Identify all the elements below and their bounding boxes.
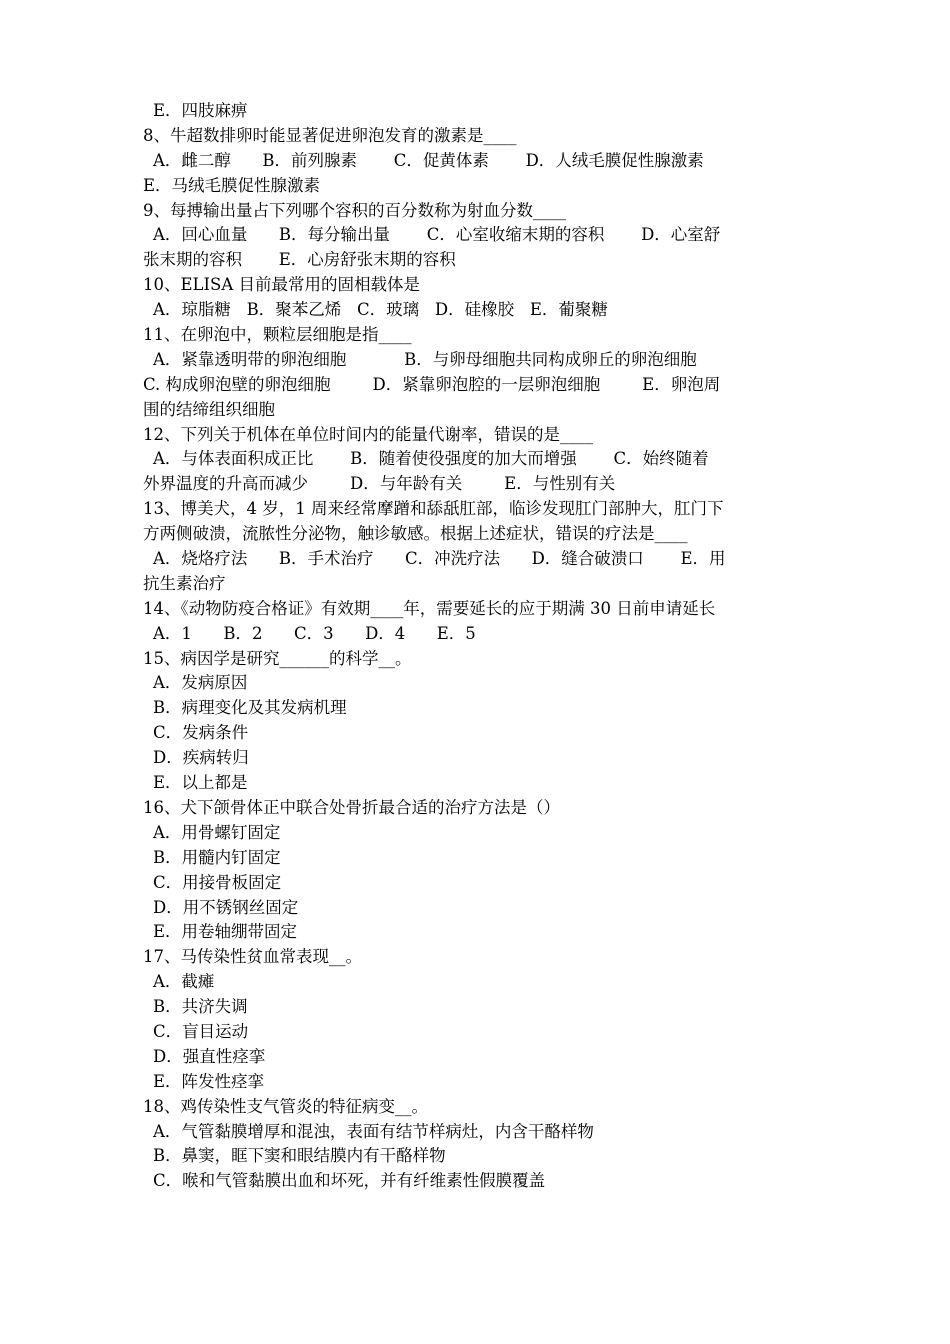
document-page (143, 99, 811, 1194)
text-line: E．马绒毛膜促性腺激素 (143, 175, 321, 195)
text-line: A．回心血量 B．每分输出量 C．心室收缩末期的容积 D．心室舒 (153, 225, 721, 245)
text-line: 13、博美犬，4 岁，1 周来经常摩蹭和舔舐肛部，临诊发现肛门部肿大，肛门下 (143, 499, 724, 519)
text-line: A．1 B．2 C．3 D．4 E．5 (153, 623, 476, 643)
text-line: 11、在卵泡中，颗粒层细胞是指____ (143, 325, 412, 345)
text-line: E．四肢麻痹 (153, 101, 248, 120)
text-line: A．雌二醇 B．前列腺素 C．促黄体素 D．人绒毛膜促性腺激素 (153, 150, 704, 170)
text-line: C．盲目运动 (153, 1021, 249, 1041)
text-line: A．琼脂糖 B．聚苯乙烯 C．玻璃 D．硅橡胶 E．葡聚糖 (153, 300, 608, 320)
text-line: 抗生素治疗 (143, 573, 226, 593)
text-line: A．截瘫 (153, 972, 215, 992)
text-line: A．与体表面积成正比 B．随着使役强度的加大而增强 C．始终随着 (153, 449, 709, 469)
text-line: D．用不锈钢丝固定 (153, 897, 299, 917)
text-line: C. 构成卵泡壁的卵泡细胞 D．紧靠卵泡腔的一层卵泡细胞 E．卵泡周 (143, 374, 721, 394)
text-line: D．强直性痉挛 (153, 1046, 266, 1066)
text-line: E．以上都是 (153, 773, 248, 793)
text-line: 外界温度的升高而减少 D．与年龄有关 E．与性别有关 (143, 474, 616, 494)
text-line: 12、下列关于机体在单位时间内的能量代谢率，错误的是____ (143, 424, 593, 444)
text-line: 围的结缔组织细胞 (143, 399, 275, 419)
text-line: C．喉和气管黏膜出血和坏死，并有纤维素性假膜覆盖 (153, 1171, 546, 1191)
text-line: A．发病原因 (153, 673, 248, 693)
text-line: 9、每搏输出量占下列哪个容积的百分数称为射血分数____ (143, 200, 566, 220)
text-line: B．共济失调 (153, 997, 248, 1017)
text-line: 10、ELISA 目前最常用的固相载体是 (143, 275, 420, 295)
text-line: D．疾病转归 (153, 748, 249, 768)
text-line: 15、病因学是研究______的科学__。 (143, 648, 412, 668)
text-line: 8、牛超数排卵时能显著促进卵泡发育的激素是____ (143, 125, 517, 145)
text-line: B．病理变化及其发病机理 (153, 698, 347, 718)
text-line: 16、犬下颌骨体正中联合处骨折最合适的治疗方法是（） (143, 797, 560, 817)
text-line: B．鼻窦，眶下窦和眼结膜内有干酪样物 (153, 1146, 446, 1166)
text-line: E．用卷轴绷带固定 (153, 922, 298, 942)
text-line: C．发病条件 (153, 723, 249, 743)
text-line: 17、马传染性贫血常表现__。 (143, 947, 362, 967)
text-line: A．烧烙疗法 B．手术治疗 C．冲洗疗法 D．缝合破溃口 E．用 (153, 549, 726, 569)
text-line: 张末期的容积 E．心房舒张末期的容积 (143, 250, 456, 270)
text-line: A．紧靠透明带的卵泡细胞 B．与卵母细胞共同构成卵丘的卵泡细胞 (153, 349, 697, 369)
text-line: B．用髓内钉固定 (153, 847, 281, 867)
text-line: 14、《动物防疫合格证》有效期____年，需要延长的应于期满 30 日前申请延长 (143, 598, 716, 618)
text-line: A．气管黏膜增厚和混浊，表面有结节样病灶，内含干酪样物 (153, 1121, 594, 1141)
text-line: E．阵发性痉挛 (153, 1071, 265, 1091)
text-line: 18、鸡传染性支气管炎的特征病变__。 (143, 1096, 428, 1116)
text-line: 方两侧破溃，流脓性分泌物，触诊敏感。根据上述症状，错误的疗法是____ (143, 524, 688, 544)
text-line: C．用接骨板固定 (153, 872, 282, 892)
text-line: A．用骨螺钉固定 (153, 822, 281, 842)
